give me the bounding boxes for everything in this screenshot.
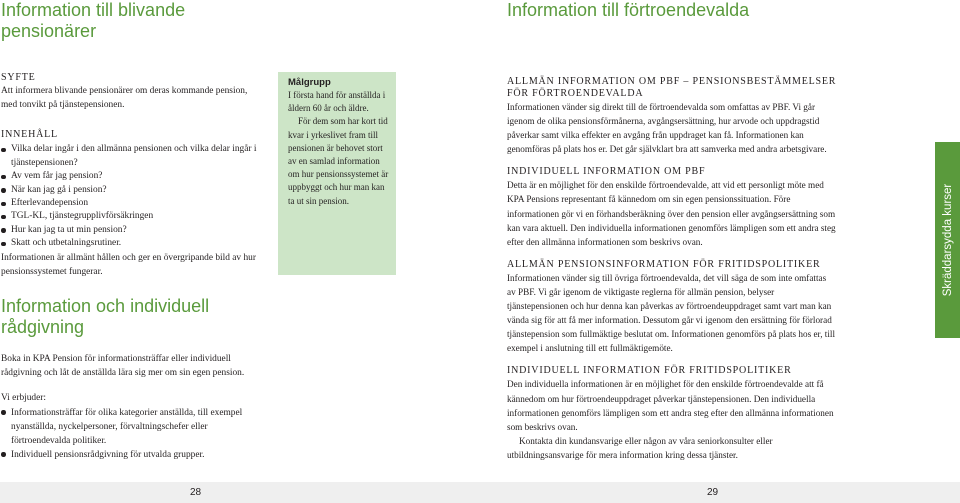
innehall-outro: Informationen är allmänt hållen och ger en övergripande bild av hur pensionssystemet fungerar. [1,252,256,277]
list-item: TGL-KL, tjänstegrupplivförsäkringen [1,210,258,223]
radgivning-list [1,406,258,462]
list-item: När kan jag gå i pension? [1,184,258,197]
section-text: Informationen vänder sig direkt till de förtroendevalda som omfattas av PBF. Vi går igenom de olika pensionsförmånerna, avgångsersättning, hur arvode och uppdragstid påverkar samt vilka effekter en avgång från uppdraget kan få. Informationen kan genomföras på plats hos er. Det går självklart bra att samverka med andra arbetsgivare. [507,102,827,155]
section-fritid-individuell [507,365,837,462]
section-pbf-allman [507,76,837,156]
left-page-title: Information till blivande pensionärer [1,0,186,41]
list-item: Av vem får jag pension? [1,170,258,183]
radgivning-lead: Vi erbjuder: [1,393,46,404]
list-item: Skatt och utbetalningsrutiner. [1,237,258,250]
malgrupp-heading: Målgrupp [288,77,331,88]
list-item: Efterlevandepension [1,197,258,210]
innehall-heading: INNEHÅLL [1,129,58,141]
footer-bar [0,482,960,503]
section-heading: INDIVIDUELL INFORMATION FÖR FRITIDSPOLITIKER [507,365,792,377]
syfte-text: Att informera blivande pensionärer om deras kommande pension, med tonvikt på tjänstepensionen. [1,86,248,111]
list-item: Informationsträffar för olika kategorier anställda, till exempel nyanställda, nyckelpersoner, förvaltningschefer eller förtroendevalda politiker. [1,406,258,448]
list-item: Vilka delar ingår i den allmänna pensionen och vilka delar ingår i tjänstepensionen? [1,143,258,170]
section-heading: ALLMÄN PENSIONSINFORMATION FÖR FRITIDSPOLITIKER [507,258,821,270]
list-item: Hur kan jag ta ut min pension? [1,224,258,237]
malgrupp-p2: För dem som har kort tid kvar i yrkeslivet fram till pensionen är behovet stort av en samlad information om hur pensionssystemet är uppbyggt och hur man kan ta ut sin pension. [288,116,389,206]
innehall-list [1,143,258,250]
section-text-contact: Kontakta din kundansvarige eller någon av våra seniorkonsulter eller utbildningsansvarige för mera information kring dessa tjänster. [507,435,773,460]
section-heading: ALLMÄN INFORMATION OM PBF – PENSIONSBESTÄMMELSER FÖR FÖRTROENDEVALDA [507,76,837,99]
section-text: Informationen vänder sig till övriga förtroendevalda, det vill säga de som inte omfattas av PBF. Vi går igenom de viktigaste reglerna för allmän pension, belyser tjänstepensionen och hur denna kan påverkas av förtroendeuppdraget samt vart man kan vända sig för att få mer information. Dessutom går vi igenom den ersättning för förlorad tjänstepension som fullmäktige beslutat om. Informationen genomförs på plats hos er, till exempel i anslutning till ett fullmäktigemöte. [507,272,836,354]
section-text: Detta är en möjlighet för den enskilde förtroendevalde, att vid ett personligt möte med KPA Pensions representant få kännedom om sin egen pensionssituation. Före informationen gör vi en förhandsberäkning över den pension eller avgångsersättning som kan vara aktuell. Den individuella informationen genomförs lämpligen som ett andra steg efter den allmänna informationen som beskrivs ovan. [507,180,836,247]
section-text: Den individuella informationen är en möjlighet för den enskilde förtroendevalde att få kännedom om hur förtroendeuppdraget påverkar tjänstepensionen. Den individuella informationen genomförs lämpligen som ett andra steg efter den allmänna informationen som beskrivs ovan. [507,379,834,432]
radgivning-column [1,352,258,462]
malgrupp-p1: I första hand för anställda i åldern 60 år och äldre. [288,90,386,114]
section-pbf-individuell [507,166,837,248]
syfte-heading: SYFTE [1,72,36,83]
radgivning-title: Information och individuell rådgivning [1,296,210,337]
list-item: Individuell pensionsrådgivning för utvalda grupper. [1,448,258,462]
page-number-left: 28 [190,487,202,498]
page-number-right: 29 [707,487,719,498]
side-tab [935,142,960,338]
right-page-title: Information till förtroendevalda [507,0,750,20]
left-column [1,72,258,279]
section-heading: INDIVIDUELL INFORMATION OM PBF [507,166,706,178]
section-fritid-allman [507,259,837,356]
side-tab-label: Skräddarsydda kurser [941,183,954,297]
malgrupp-sidebar [278,72,396,275]
right-column [507,76,837,472]
radgivning-intro: Boka in KPA Pension för informationsträffar eller individuell rådgivning och låt de anställda lära sig mer om sin egen pension. [1,354,245,379]
